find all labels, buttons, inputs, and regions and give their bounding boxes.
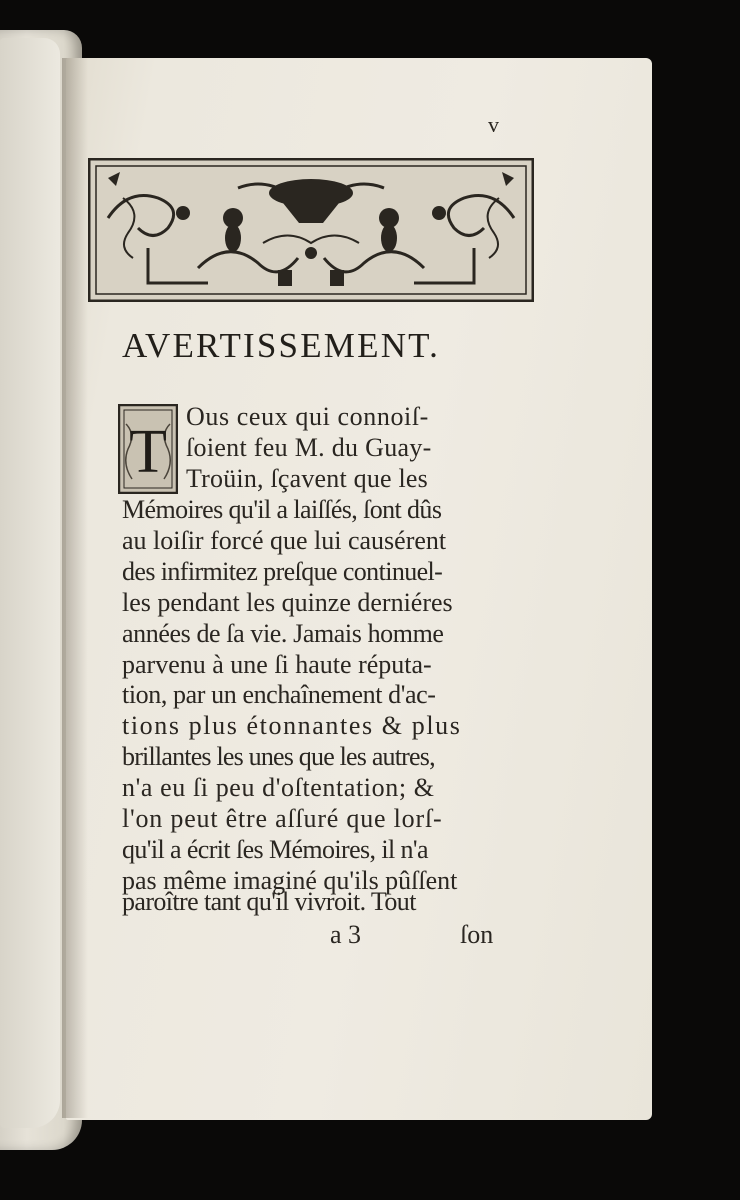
- text-line-2: ſoient feu M. du Guay-: [186, 433, 432, 462]
- catchword: ſon: [460, 920, 494, 949]
- text-line-10: tion, par un enchaînement d'ac-: [122, 680, 436, 709]
- text-line-5: au loiſir forcé que lui causérent: [122, 526, 447, 555]
- left-page-edge: [0, 38, 60, 1128]
- section-heading: AVERTISSEMENT.: [122, 326, 441, 365]
- text-line-15: qu'il a écrit ſes Mémoires, il n'a: [122, 835, 428, 864]
- text-line-1: Ous ceux qui connoiſ-: [186, 402, 429, 431]
- text-line-13: n'a eu ſi peu d'oſtentation; &: [122, 773, 435, 802]
- text-line-14: l'on peut être aſſuré que lorſ-: [122, 804, 443, 833]
- text-line-17: paroître tant qu'il vivroit. Tout: [122, 887, 416, 916]
- text-line-4: Mémoires qu'il a laiſſés, ſont dûs: [122, 495, 442, 524]
- text-line-11: tions plus étonnantes & plus: [122, 711, 462, 740]
- text-line-12: brillantes les unes que les autres,: [122, 742, 435, 771]
- text-line-16: pas même imaginé qu'ils pûſſent: [122, 866, 458, 895]
- signature-mark: a 3: [330, 920, 362, 949]
- decorated-initial: [118, 404, 178, 494]
- text-line-8: années de ſa vie. Jamais homme: [122, 619, 444, 648]
- svg-text:T: T: [129, 418, 167, 486]
- text-line-6: des infirmitez preſque continuel-: [122, 557, 443, 586]
- text-line-9: parvenu à une ſi haute réputa-: [122, 650, 432, 679]
- text-line-7: les pendant les quinze derniéres: [122, 588, 453, 617]
- page-number: v: [488, 112, 499, 137]
- headpiece-ornament: [88, 158, 534, 302]
- gutter-shadow: [62, 58, 88, 1118]
- text-line-3: Troüin, ſçavent que les: [186, 464, 428, 493]
